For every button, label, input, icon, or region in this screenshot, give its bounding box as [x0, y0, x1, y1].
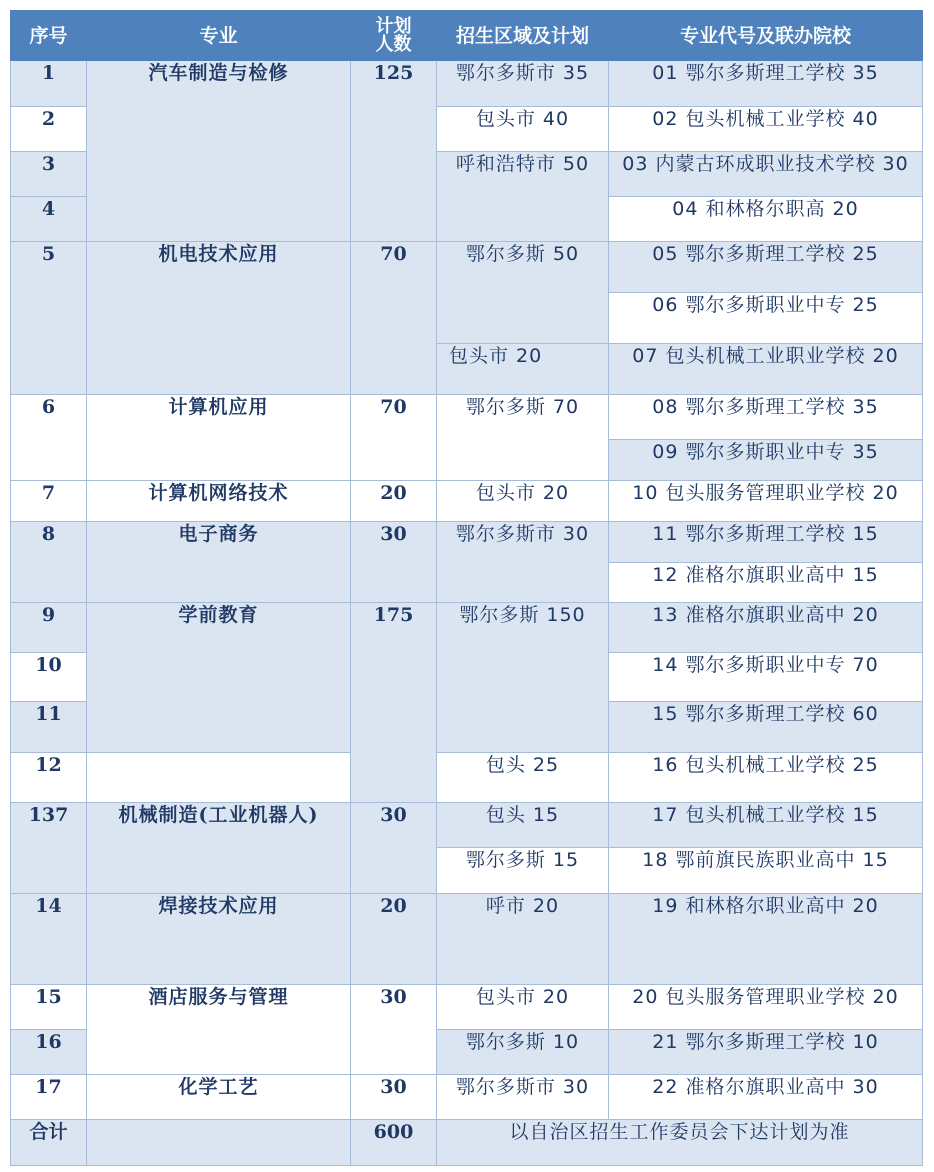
row-index: 16: [11, 1030, 87, 1075]
region-cell: 鄂尔多斯 10: [437, 1030, 609, 1075]
school-cell: 13 准格尔旗职业高中 20: [609, 603, 923, 653]
table-row: [11, 61, 923, 107]
school-cell: 05 鄂尔多斯理工学校 25: [609, 242, 923, 293]
total-major-empty: [87, 1120, 351, 1166]
total-count: 600: [351, 1120, 437, 1166]
header-school: 专业代号及联办院校: [609, 11, 923, 61]
table-row: [11, 242, 923, 293]
header-row: [11, 11, 923, 61]
major-cell: 焊接技术应用: [87, 894, 351, 985]
header-count-line2: 人数: [375, 33, 412, 55]
header-index: 序号: [11, 11, 87, 61]
header-count-line1: 计划: [375, 15, 412, 37]
school-cell: 06 鄂尔多斯职业中专 25: [609, 293, 923, 344]
school-cell: 04 和林格尔职高 20: [609, 197, 923, 242]
region-cell: 鄂尔多斯市 30: [437, 1075, 609, 1120]
school-cell: 02 包头机械工业学校 40: [609, 107, 923, 152]
region-cell: 呼和浩特市 50: [437, 152, 609, 242]
region-cell: 鄂尔多斯市 30: [437, 522, 609, 603]
school-cell: 01 鄂尔多斯理工学校 35: [609, 61, 923, 107]
major-cell: 酒店服务与管理: [87, 985, 351, 1075]
major-cell: 学前教育: [87, 603, 351, 753]
count-cell: 20: [351, 481, 437, 522]
region-cell: 包头市 20: [437, 344, 609, 395]
school-cell: 14 鄂尔多斯职业中专 70: [609, 653, 923, 702]
total-label: 合计: [11, 1120, 87, 1166]
row-index: 15: [11, 985, 87, 1030]
table-row: [11, 481, 923, 522]
row-index: 14: [11, 894, 87, 985]
count-cell: 20: [351, 894, 437, 985]
count-cell: 70: [351, 395, 437, 481]
region-cell: 鄂尔多斯 50: [437, 242, 609, 344]
region-cell: 包头市 20: [437, 985, 609, 1030]
header-major: 专业: [87, 11, 351, 61]
count-cell: 30: [351, 803, 437, 894]
total-row: [11, 1120, 923, 1166]
major-cell: 电子商务: [87, 522, 351, 603]
region-cell: 包头市 20: [437, 481, 609, 522]
row-index: 9: [11, 603, 87, 653]
region-cell: 呼市 20: [437, 894, 609, 985]
school-cell: 20 包头服务管理职业学校 20: [609, 985, 923, 1030]
school-cell: 11 鄂尔多斯理工学校 15: [609, 522, 923, 563]
table-row: [11, 395, 923, 440]
table-row: [11, 753, 923, 803]
major-cell-empty: [87, 753, 351, 803]
region-cell: 鄂尔多斯 70: [437, 395, 609, 481]
row-index: 6: [11, 395, 87, 481]
school-cell: 03 内蒙古环成职业技术学校 30: [609, 152, 923, 197]
region-cell: 包头 25: [437, 753, 609, 803]
row-index: 7: [11, 481, 87, 522]
school-cell: 22 准格尔旗职业高中 30: [609, 1075, 923, 1120]
row-index: 11: [11, 702, 87, 753]
school-cell: 16 包头机械工业学校 25: [609, 753, 923, 803]
major-cell: 机电技术应用: [87, 242, 351, 395]
region-cell: 包头市 40: [437, 107, 609, 152]
row-index: 4: [11, 197, 87, 242]
count-cell: 175: [351, 603, 437, 803]
school-cell: 12 准格尔旗职业高中 15: [609, 563, 923, 603]
school-cell: 10 包头服务管理职业学校 20: [609, 481, 923, 522]
school-cell: 18 鄂前旗民族职业高中 15: [609, 848, 923, 894]
row-index: 10: [11, 653, 87, 702]
header-region: 招生区域及计划: [437, 11, 609, 61]
major-cell: 计算机网络技术: [87, 481, 351, 522]
row-index: 17: [11, 1075, 87, 1120]
count-cell: 30: [351, 522, 437, 603]
major-cell: 化学工艺: [87, 1075, 351, 1120]
region-cell: 鄂尔多斯 150: [437, 603, 609, 753]
table-row: [11, 894, 923, 985]
row-index: 5: [11, 242, 87, 395]
school-cell: 07 包头机械工业职业学校 20: [609, 344, 923, 395]
school-cell: 17 包头机械工业学校 15: [609, 803, 923, 848]
school-cell: 15 鄂尔多斯理工学校 60: [609, 702, 923, 753]
table-row: [11, 803, 923, 848]
region-cell: 鄂尔多斯 15: [437, 848, 609, 894]
enrollment-plan-table: [10, 10, 923, 1166]
region-cell: 鄂尔多斯市 35: [437, 61, 609, 107]
table-row: [11, 985, 923, 1030]
count-cell: 30: [351, 985, 437, 1075]
row-index: 12: [11, 753, 87, 803]
school-cell: 09 鄂尔多斯职业中专 35: [609, 440, 923, 481]
count-cell: 125: [351, 61, 437, 242]
count-cell: 70: [351, 242, 437, 395]
table-row: [11, 522, 923, 563]
header-count: [351, 11, 437, 61]
school-cell: 19 和林格尔职业高中 20: [609, 894, 923, 985]
row-index: 8: [11, 522, 87, 603]
row-index: 1: [11, 61, 87, 107]
major-cell: 计算机应用: [87, 395, 351, 481]
major-cell: 汽车制造与检修: [87, 61, 351, 242]
region-cell: 包头 15: [437, 803, 609, 848]
table-row: [11, 1075, 923, 1120]
school-cell: 08 鄂尔多斯理工学校 35: [609, 395, 923, 440]
row-index: 137: [11, 803, 87, 894]
row-index: 2: [11, 107, 87, 152]
major-cell: 机械制造(工业机器人): [87, 803, 351, 894]
count-cell: 30: [351, 1075, 437, 1120]
school-cell: 21 鄂尔多斯理工学校 10: [609, 1030, 923, 1075]
enrollment-plan-table-wrapper: [10, 10, 923, 1166]
table-row: [11, 603, 923, 653]
row-index: 3: [11, 152, 87, 197]
total-note: 以自治区招生工作委员会下达计划为准: [437, 1120, 923, 1166]
